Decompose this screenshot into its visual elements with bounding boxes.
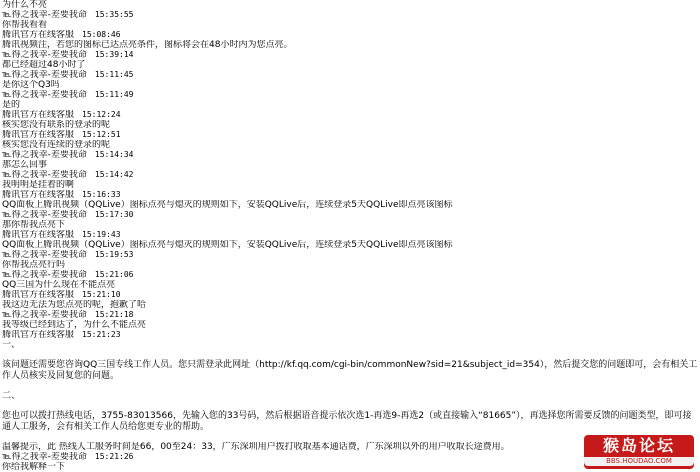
message-time: 15:39:14 bbox=[94, 50, 134, 59]
message-header bbox=[2, 110, 698, 120]
message-text: QQ面板上腾讯视频（QQLive）图标点亮与熄灭的规则如下，安装QQLive后，连续登录5天QQLive即点亮该图标 bbox=[2, 200, 453, 210]
message-header bbox=[2, 170, 698, 180]
message-time: 15:11:45 bbox=[94, 70, 134, 79]
sender-name: 腾讯官方在线客服 bbox=[2, 290, 75, 300]
message-text: 你帮我看看 bbox=[2, 20, 48, 30]
message-header bbox=[2, 30, 698, 40]
blank-line bbox=[2, 381, 698, 391]
message-time: 15:08:46 bbox=[82, 30, 121, 39]
sender-name: 腾讯官方在线客服 bbox=[2, 130, 75, 140]
message-header bbox=[2, 330, 698, 340]
message-time: 15:21:06 bbox=[94, 270, 134, 279]
sender-name: 腾讯官方在线客服 bbox=[2, 330, 75, 340]
message-time: 15:19:53 bbox=[94, 250, 134, 259]
sender-name: 腾讯官方在线客服 bbox=[2, 190, 75, 200]
sender-name: ℡得之我幸-差要我命 bbox=[2, 50, 87, 60]
message-header bbox=[2, 250, 698, 260]
message-time: 15:16:33 bbox=[82, 190, 121, 199]
message-header bbox=[2, 190, 698, 200]
sender-name: ℡得之我幸-差要我命 bbox=[2, 150, 87, 160]
sender-name: ℡得之我幸-差要我命 bbox=[2, 210, 87, 220]
message-time: 15:14:34 bbox=[94, 150, 134, 159]
sender-name: 腾讯官方在线客服 bbox=[2, 30, 75, 40]
message-text: 我等级已经到达了，为什么不能点亮 bbox=[2, 320, 147, 330]
message-text: 你帮我点亮行吗 bbox=[2, 260, 66, 270]
sender-name: ℡得之我幸-差要我命 bbox=[2, 70, 87, 80]
message-text: 你给我解释一下 bbox=[2, 462, 66, 472]
message-time: 15:17:30 bbox=[94, 210, 134, 219]
message-time: 15:21:10 bbox=[82, 290, 121, 299]
sender-name: ℡得之我幸-差要我命 bbox=[2, 170, 87, 180]
sender-name: ℡得之我幸-差要我命 bbox=[2, 310, 87, 320]
message-text: 二、 bbox=[2, 391, 21, 401]
message-text: 腾讯视频注，若您的图标已达点亮条件，图标将会在48小时内为您点亮。 bbox=[2, 40, 293, 50]
sender-name: ℡得之我幸-差要我命 bbox=[2, 270, 87, 280]
message-text: 是的 bbox=[2, 100, 21, 110]
message-text: 核实您没有联系的登录的呢 bbox=[2, 120, 111, 130]
message-time: 15:21:18 bbox=[94, 310, 134, 319]
message-time: 15:21:23 bbox=[82, 330, 121, 339]
message-header bbox=[2, 210, 698, 220]
message-header bbox=[2, 270, 698, 280]
message-text: 一、 bbox=[2, 340, 21, 350]
sender-name: ℡得之我幸-差要我命 bbox=[2, 90, 87, 100]
message-header bbox=[2, 70, 698, 80]
message-header bbox=[2, 310, 698, 320]
blank-line bbox=[2, 350, 698, 360]
message-time: 15:12:24 bbox=[82, 110, 121, 119]
message-header bbox=[2, 130, 698, 140]
blank-line bbox=[2, 401, 698, 411]
message-header bbox=[2, 290, 698, 300]
sender-name: ℡得之我幸-差要我命 bbox=[2, 250, 87, 260]
message-time: 15:12:51 bbox=[82, 130, 121, 139]
message-header bbox=[2, 10, 698, 20]
message-text: 核实您没有连续的登录的呢 bbox=[2, 140, 111, 150]
message-header bbox=[2, 150, 698, 160]
sender-name: ℡得之我幸-差要我命 bbox=[2, 10, 87, 20]
message-time: 15:14:42 bbox=[94, 170, 134, 179]
message-text: 都已经超过48小时了 bbox=[2, 60, 86, 70]
message-header bbox=[2, 90, 698, 100]
message-text: 那你帮我点亮下 bbox=[2, 220, 66, 230]
message-text: 您也可以拨打热线电话，3755-83013566，先输入您的33号码，然后根据语音提示依次选1-再选9-再选2（或直接输入“81665”），再选择您所需要反馈的问题类型，即可接通人工服务，会有相关工作人员给您更专业的帮助。 bbox=[2, 411, 692, 432]
message-text: 我明明是挂着的啊 bbox=[2, 180, 75, 190]
message-header bbox=[2, 50, 698, 60]
sender-name: 腾讯官方在线客服 bbox=[2, 230, 75, 240]
message-text: QQ三国为什么现在不能点亮 bbox=[2, 280, 116, 290]
sender-name: 腾讯官方在线客服 bbox=[2, 110, 75, 120]
message-time: 15:21:26 bbox=[94, 452, 134, 461]
message-text: 为什么不亮 bbox=[2, 0, 48, 10]
message-text: QQ面板上腾讯视频（QQLive）图标点亮与熄灭的规则如下，安装QQLive后，连续登录5天QQLive即点亮该图标 bbox=[2, 240, 453, 250]
chat-log bbox=[2, 0, 698, 472]
houdao-forum-watermark bbox=[584, 435, 694, 469]
message-text: 温馨提示，此 热线人工服务时间是66，00至24：33，广东深圳用户拨打收取基本通话费，广东深圳以外的用户收取长途费用。 bbox=[2, 442, 510, 452]
message-text: 该问题还需要您咨询QQ三国专线工作人员。您只需登录此网址（http://kf.qq.com/cgi-bin/commonNew?sid=21&subject_id=354），然后提交您的问题即可，会有相关工作人员核实及回复您的问题。 bbox=[2, 360, 698, 381]
message-text: 那怎么回事 bbox=[2, 160, 48, 170]
message-time: 15:35:55 bbox=[94, 10, 134, 19]
message-time: 15:19:43 bbox=[82, 230, 121, 239]
watermark-title: 猴岛论坛 bbox=[602, 436, 675, 455]
message-time: 15:11:49 bbox=[94, 90, 134, 99]
message-header bbox=[2, 230, 698, 240]
message-text: 我这边无法为您点亮的呢，抱歉了哈 bbox=[2, 300, 147, 310]
message-text: 是你这个Q3吗 bbox=[2, 80, 60, 90]
sender-name: ℡得之我幸-差要我命 bbox=[2, 452, 87, 462]
watermark-url: BBS.HOUDAO.COM bbox=[584, 457, 694, 466]
